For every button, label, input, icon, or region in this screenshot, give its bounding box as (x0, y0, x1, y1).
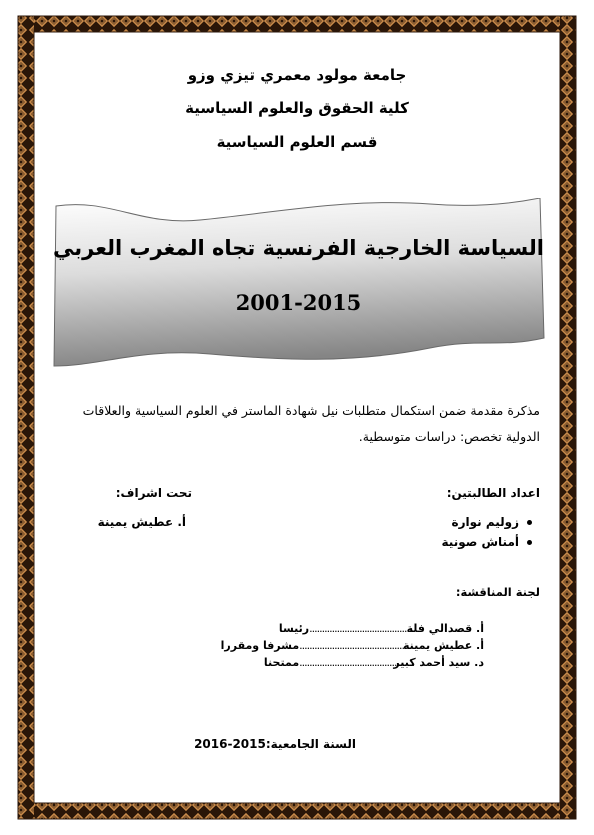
thesis-title: السياسة الخارجية الفرنسية تجاه المغرب العربي (53, 236, 544, 260)
supervision-label: تحت اشراف: (115, 486, 192, 500)
dot-leader: .............................................. (299, 656, 414, 669)
description-line-1: مذكرة مقدمة ضمن استكمال متطلبات نيل شهادة الماستر في العلوم السياسية والعلاقات (82, 403, 540, 418)
students-label: اعداد الطالبتين: (446, 486, 540, 500)
committee-member-role: ممتحنا (263, 656, 300, 669)
university-name: جامعة مولود معمري تيزي وزو (187, 66, 407, 84)
committee-row (221, 639, 484, 652)
title-banner (50, 198, 547, 368)
department-name: قسم العلوم السياسية (216, 133, 378, 151)
supervisor-name: أ. عطيش يمينة (97, 515, 186, 529)
dot-leader: .............................................. (299, 639, 414, 652)
committee-member-role: مشرفا ومقررا (220, 639, 300, 652)
bullet-icon (527, 520, 532, 525)
academic-year: السنة الجامعية:2015-2016 (194, 737, 356, 751)
faculty-name: كلية الحقوق والعلوم السياسية (185, 99, 409, 117)
committee-member-name: د. سيد أحمد كبير (393, 656, 484, 669)
committee-member-name: أ. عطيش يمينة (402, 639, 484, 652)
student-item (452, 515, 533, 529)
committee-member-role: رئيسا (278, 622, 310, 635)
thesis-period: 2001-2015 (235, 290, 362, 315)
student-item (442, 535, 532, 549)
committee-member-name: أ. قصدالي فلة (406, 622, 484, 635)
committee-row (264, 656, 484, 669)
thesis-description (60, 398, 540, 450)
description-line-2: الدولية تخصص: دراسات متوسطية. (358, 429, 540, 444)
bullet-icon (527, 540, 532, 545)
dot-leader: .......................................... (309, 622, 414, 635)
committee-label: لجنة المناقشة: (455, 585, 540, 599)
student-name: زوليم نوارة (451, 515, 519, 529)
committee-row (279, 622, 484, 635)
student-name: أمناش صونية (441, 535, 519, 549)
